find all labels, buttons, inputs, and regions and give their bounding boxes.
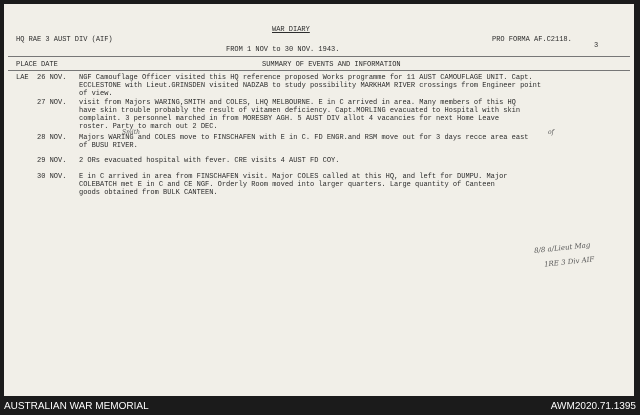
diary-page [4,4,634,396]
entry-date: 29 NOV. [37,157,67,165]
header-divider-bottom [8,70,630,71]
entry-line: NGF Camouflage Officer visited this HQ reference proposed Works programme for 11 AUST CAMOUFLAGE UNIT. Capt. [79,74,533,82]
entry-line: complaint. 3 personnel marched in from MORESBY AGH. 5 AUST DIV allot 4 vacancies for next Home Leave [79,115,500,123]
handwritten-signature-line2: 1RE 3 Div AIF [543,255,595,269]
column-place: PLACE [16,61,38,69]
handwritten-insert-smith: Smith [122,129,140,136]
diary-period: FROM 1 NOV to 30 NOV. 1943. [226,46,340,54]
entry-line: of BUSU RIVER. [79,142,138,150]
entry-date: 30 NOV. [37,173,67,181]
entry-line: 2 ORs evacuated hospital with fever. CRE visits 4 AUST FD COY. [79,157,340,165]
unit-name: HQ RAE 3 AUST DIV (AIF) [16,36,113,44]
entry-text [79,157,634,165]
entry-line: have skin trouble probably the result of vitamen deficiency. Capt.MORLING evacuated to Hospital with skin [79,107,521,115]
entry-text [79,173,634,197]
entry-line: ECCLESTONE with Lieut.GRINSDEN visited NADZAB to study possibility MARKHAM RIVER crossings from Engineer point [79,82,542,90]
entry-line: COLEBATCH met E in C and CE NGF. Orderly Room moved into larger quarters. Large quantity of Canteen [79,181,495,189]
handwritten-insert-of: of [548,129,554,136]
archive-name: AUSTRALIAN WAR MEMORIAL [4,401,149,412]
entry-text [79,99,634,131]
entry-line: E in C arrived in area from FINSCHAFEN visit. Major COLES called at this HQ, and left for DUMPU. Major [79,173,508,181]
entry-text [79,74,634,98]
handwritten-signature-line1: 8/8 a/Lieut Mag [533,241,591,255]
column-summary: SUMMARY OF EVENTS AND INFORMATION [262,61,401,69]
archive-reference: AWM2020.71.1395 [550,401,636,412]
header-divider-top [8,56,630,57]
column-date: DATE [41,61,58,69]
entry-place: LAE [16,74,29,82]
archive-footer [0,399,640,415]
entry-line: goods obtained from BULK CANTEEN. [79,189,218,197]
page-mark: 3 [594,42,599,50]
entry-line: roster. Party to march out 2 DEC. [79,123,218,131]
diary-title: WAR DIARY [272,26,310,34]
entry-date: 27 NOV. [37,99,67,107]
entry-date: 26 NOV. [37,74,67,82]
entry-line: visit from Majors WARING,SMITH and COLES, LHQ MELBOURNE. E in C arrived in area. Many members of this HQ [79,99,516,107]
entry-line: of view. [79,90,113,98]
form-number: PRO FORMA AF.C2118. [492,36,572,44]
entry-date: 28 NOV. [37,134,67,142]
entry-line: Majors WARING and COLES move to FINSCHAFEN with E in C. FD ENGR.and RSM move out for 3 days recce area east [79,134,529,142]
